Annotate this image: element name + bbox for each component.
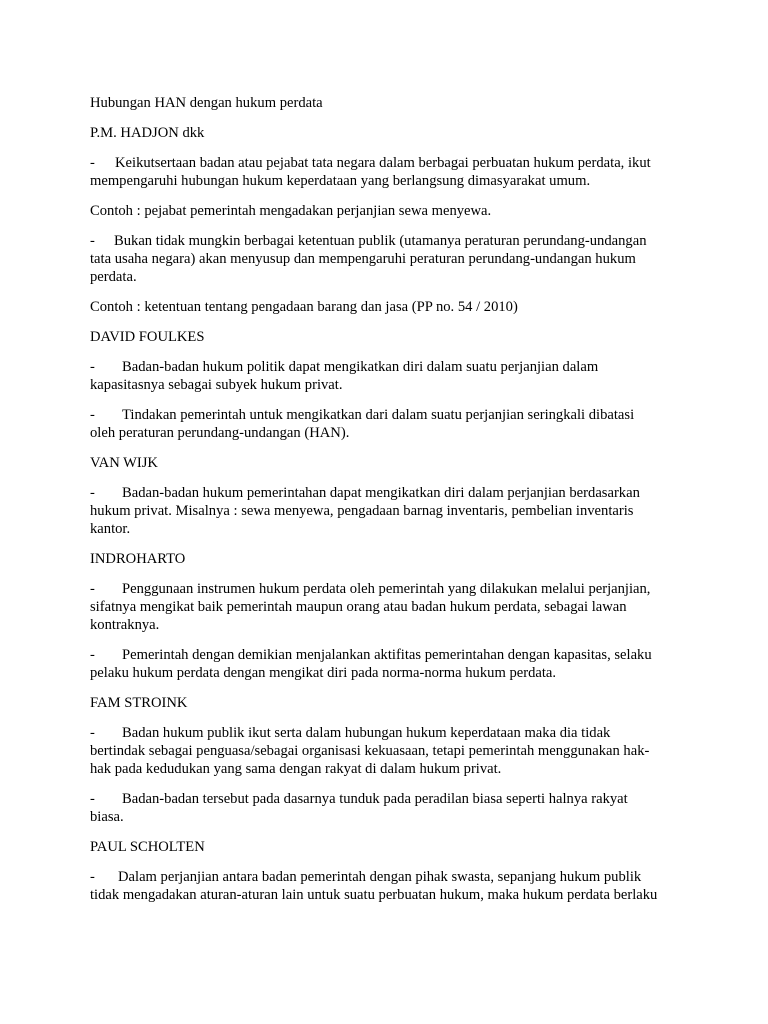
section-heading-van-wijk: VAN WIJK — [90, 455, 158, 471]
hadjon-example-2: Contoh : ketentuan tentang pengadaan barang dan jasa (PP no. 54 / 2010) — [90, 299, 518, 315]
paragraph-text: Bukan tidak mungkin berbagai ketentuan publik (utamanya peraturan perundang-undangan — [114, 233, 647, 249]
hadjon-example-1: Contoh : pejabat pemerintah mengadakan perjanjian sewa menyewa. — [90, 203, 492, 219]
paragraph-text: Badan-badan hukum politik dapat mengikatkan diri dalam suatu perjanjian dalam — [122, 359, 599, 375]
van-wijk-point-1 — [90, 484, 682, 538]
bullet-dash: - — [90, 725, 95, 741]
stroink-point-2 — [90, 790, 682, 826]
paragraph-text: Badan-badan tersebut pada dasarnya tunduk pada peradilan biasa seperti halnya rakyat — [122, 791, 628, 807]
paragraph-line: biasa. — [90, 809, 124, 825]
bullet-dash: - — [90, 581, 95, 597]
indroharto-point-2 — [90, 646, 682, 682]
paragraph-line — [90, 868, 682, 886]
paragraph-text: Penggunaan instrumen hukum perdata oleh pemerintah yang dilakukan melalui perjanjian, — [122, 581, 651, 597]
bullet-dash: - — [90, 359, 95, 375]
section-heading-stroink: FAM STROINK — [90, 695, 188, 711]
foulkes-point-1 — [90, 358, 682, 394]
section-heading-indroharto: INDROHARTO — [90, 551, 186, 567]
paragraph-line — [90, 580, 682, 598]
paragraph-line: mempengaruhi hubungan hukum keperdataan yang berlangsung dimasyarakat umum. — [90, 173, 591, 189]
paragraph-text: Tindakan pemerintah untuk mengikatkan dari dalam suatu perjanjian seringkali dibatasi — [122, 407, 635, 423]
paragraph-line: hak pada kedudukan yang sama dengan rakyat di dalam hukum privat. — [90, 761, 502, 777]
paragraph-line — [90, 358, 682, 376]
paragraph-line: pelaku hukum perdata dengan mengikat diri pada norma-norma hukum perdata. — [90, 665, 557, 681]
stroink-point-1 — [90, 724, 682, 778]
bullet-dash: - — [90, 647, 95, 663]
hadjon-point-2 — [90, 232, 682, 286]
paragraph-text: Pemerintah dengan demikian menjalankan aktifitas pemerintahan dengan kapasitas, selaku — [122, 647, 652, 663]
bullet-dash: - — [90, 869, 95, 885]
bullet-dash: - — [90, 407, 95, 423]
indroharto-point-1 — [90, 580, 682, 634]
section-heading-scholten: PAUL SCHOLTEN — [90, 839, 205, 855]
document-body — [90, 94, 682, 916]
bullet-dash: - — [90, 485, 95, 501]
paragraph-text: Badan-badan hukum pemerintahan dapat mengikatkan diri dalam perjanjian berdasarkan — [122, 485, 640, 501]
paragraph-line — [90, 154, 682, 172]
paragraph-line: perdata. — [90, 269, 137, 285]
section-heading-hadjon: P.M. HADJON dkk — [90, 125, 205, 141]
hadjon-point-1 — [90, 154, 682, 190]
paragraph-line: sifatnya mengikat baik pemerintah maupun orang atau badan hukum perdata, sebagai lawan — [90, 599, 627, 615]
paragraph-line: kontraknya. — [90, 617, 160, 633]
paragraph-line: kapasitasnya sebagai subyek hukum privat. — [90, 377, 343, 393]
paragraph-line: kantor. — [90, 521, 131, 537]
scholten-point-1 — [90, 868, 682, 904]
bullet-dash: - — [90, 233, 95, 249]
paragraph-line: tata usaha negara) akan menyusup dan mempengaruhi peraturan perundang-undangan hukum — [90, 251, 636, 267]
paragraph-text: Keikutsertaan badan atau pejabat tata negara dalam berbagai perbuatan hukum perdata, ikut — [115, 155, 651, 171]
bullet-dash: - — [90, 155, 95, 171]
paragraph-line — [90, 724, 682, 742]
paragraph-line — [90, 406, 682, 424]
document-title: Hubungan HAN dengan hukum perdata — [90, 95, 323, 111]
paragraph-line: oleh peraturan perundang-undangan (HAN). — [90, 425, 350, 441]
paragraph-text: Dalam perjanjian antara badan pemerintah dengan pihak swasta, sepanjang hukum publik — [118, 869, 642, 885]
paragraph-line — [90, 484, 682, 502]
paragraph-line: tidak mengadakan aturan-aturan lain untuk suatu perbuatan hukum, maka hukum perdata berlaku — [90, 887, 658, 903]
paragraph-line — [90, 790, 682, 808]
bullet-dash: - — [90, 791, 95, 807]
paragraph-line: hukum privat. Misalnya : sewa menyewa, pengadaan barnag inventaris, pembelian inventaris — [90, 503, 634, 519]
paragraph-line — [90, 232, 682, 250]
section-heading-foulkes: DAVID FOULKES — [90, 329, 205, 345]
foulkes-point-2 — [90, 406, 682, 442]
paragraph-line: bertindak sebagai penguasa/sebagai organisasi kekuasaan, tetapi pemerintah menggunakan hak- — [90, 743, 650, 759]
paragraph-line — [90, 646, 682, 664]
paragraph-text: Badan hukum publik ikut serta dalam hubungan hukum keperdataan maka dia tidak — [122, 725, 611, 741]
